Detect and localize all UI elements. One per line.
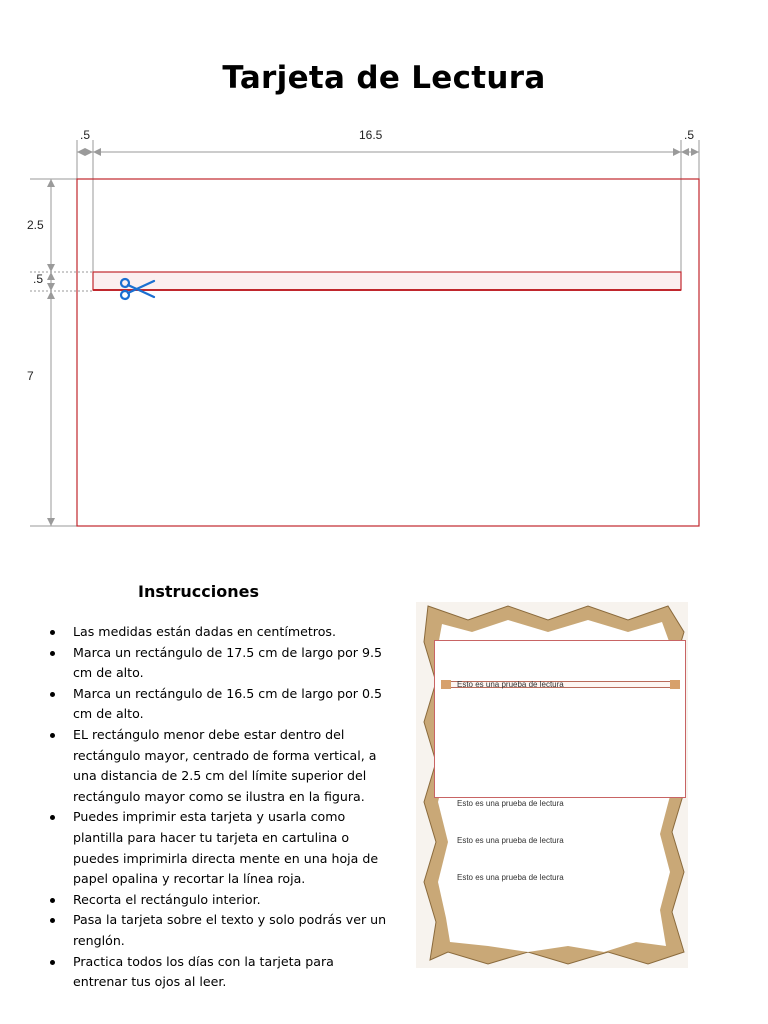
dim-top-label: 2.5 [27, 218, 44, 232]
instruction-item: Marca un rectángulo de 17.5 cm de largo por 9.5 cm de alto. [50, 643, 390, 684]
instructions-heading: Instrucciones [138, 582, 260, 601]
instruction-item: Puedes imprimir esta tarjeta y usarla como plantilla para hacer tu tarjeta en cartulina o puedes imprimirla directa mente en una hoja de papel opalina y recortar la línea roja. [50, 807, 390, 889]
instruction-item: Marca un rectángulo de 16.5 cm de largo por 0.5 cm de alto. [50, 684, 390, 725]
inner-slot-rectangle [93, 272, 681, 290]
top-dimension [77, 140, 699, 273]
photo-text-line: Esto es una prueba de lectura [457, 873, 564, 882]
slot-tab-right [670, 680, 680, 689]
dim-left-margin-label: .5 [80, 128, 91, 142]
page-title: Tarjeta de Lectura [222, 60, 546, 96]
dim-width-label: 16.5 [359, 128, 383, 142]
instruction-item: Pasa la tarjeta sobre el texto y solo podrás ver un renglón. [50, 910, 390, 951]
dim-right-margin-label: .5 [684, 128, 695, 142]
photo-text-line: Esto es una prueba de lectura [457, 799, 564, 808]
photo-text-line: Esto es una prueba de lectura [457, 836, 564, 845]
instruction-item: Practica todos los días con la tarjeta para entrenar tus ojos al leer. [50, 952, 390, 993]
example-photo [416, 602, 688, 968]
instruction-item: Recorta el rectángulo interior. [50, 890, 390, 911]
reading-card-overlay [434, 640, 686, 798]
card-diagram [0, 120, 768, 540]
slot-tab-left [441, 680, 451, 689]
instructions-list [50, 622, 390, 993]
dim-slot-label: .5 [33, 272, 44, 286]
dim-bottom-label: 7 [27, 369, 34, 383]
instruction-item: EL rectángulo menor debe estar dentro del rectángulo mayor, centrado de forma vertical, a una distancia de 2.5 cm del límite superior del rectángulo mayor como se ilustra en la figura. [50, 725, 390, 807]
photo-text-line: Esto es una prueba de lectura [457, 680, 564, 689]
outer-card-rectangle [77, 179, 699, 526]
instruction-item: Las medidas están dadas en centímetros. [50, 622, 390, 643]
